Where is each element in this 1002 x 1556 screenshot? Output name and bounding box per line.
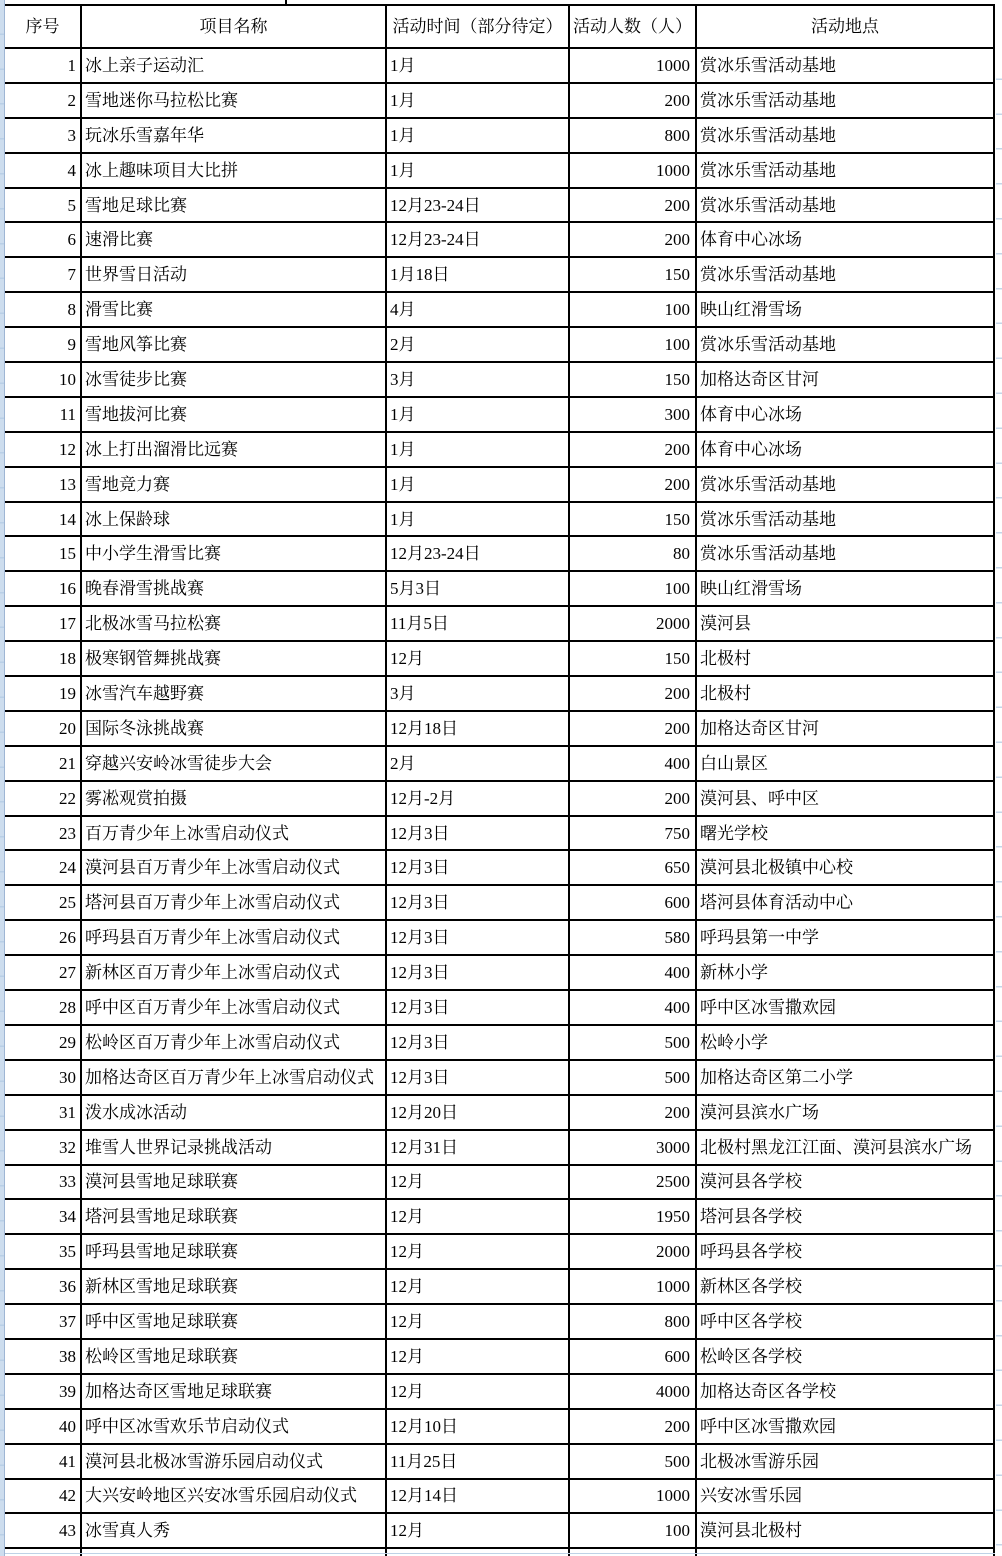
cell-row15-name[interactable]: 中小学生滑雪比赛 <box>82 537 387 572</box>
cell-row31-time[interactable]: 12月20日 <box>387 1096 570 1131</box>
cell-row33-time[interactable]: 12月 <box>387 1166 570 1201</box>
cell-row3-name[interactable]: 玩冰乐雪嘉年华 <box>82 119 387 154</box>
cell-row9-name[interactable]: 雪地风筝比赛 <box>82 328 387 363</box>
cell-row38-location[interactable]: 松岭区各学校 <box>697 1340 995 1375</box>
cell-row12-index[interactable]: 12 <box>5 433 82 468</box>
cell-row31-location[interactable]: 漠河县滨水广场 <box>697 1096 995 1131</box>
cell-row26-name[interactable]: 呼玛县百万青少年上冰雪启动仪式 <box>82 921 387 956</box>
cell-row42-participants[interactable]: 1000 <box>570 1480 697 1515</box>
cell-row29-participants[interactable]: 500 <box>570 1026 697 1061</box>
cell-row18-time[interactable]: 12月 <box>387 642 570 677</box>
cell-row30-participants[interactable]: 500 <box>570 1061 697 1096</box>
cell-row25-participants[interactable]: 600 <box>570 886 697 921</box>
cell-row18-location[interactable]: 北极村 <box>697 642 995 677</box>
cell-row2-participants[interactable]: 200 <box>570 84 697 119</box>
cell-row6-name[interactable]: 速滑比赛 <box>82 223 387 258</box>
cell-row4-location[interactable]: 赏冰乐雪活动基地 <box>697 154 995 189</box>
cell-row10-name[interactable]: 冰雪徒步比赛 <box>82 363 387 398</box>
cell-row9-location[interactable]: 赏冰乐雪活动基地 <box>697 328 995 363</box>
cell-row7-index[interactable]: 7 <box>5 258 82 293</box>
cell-row36-location[interactable]: 新林区各学校 <box>697 1270 995 1305</box>
cell-row37-name[interactable]: 呼中区雪地足球联赛 <box>82 1305 387 1340</box>
cell-row14-location[interactable]: 赏冰乐雪活动基地 <box>697 503 995 538</box>
cell-row15-index[interactable]: 15 <box>5 537 82 572</box>
cell-row8-name[interactable]: 滑雪比赛 <box>82 293 387 328</box>
cell-row27-name[interactable]: 新林区百万青少年上冰雪启动仪式 <box>82 956 387 991</box>
cell-row32-name[interactable]: 堆雪人世界记录挑战活动 <box>82 1131 387 1166</box>
cell-row15-location[interactable]: 赏冰乐雪活动基地 <box>697 537 995 572</box>
cell-row14-index[interactable]: 14 <box>5 503 82 538</box>
cell-row11-name[interactable]: 雪地拔河比赛 <box>82 398 387 433</box>
cell-row43-location[interactable]: 漠河县北极村 <box>697 1514 995 1549</box>
cell-row35-location[interactable]: 呼玛县各学校 <box>697 1235 995 1270</box>
cell-row14-time[interactable]: 1月 <box>387 503 570 538</box>
cell-row37-index[interactable]: 37 <box>5 1305 82 1340</box>
cell-row26-index[interactable]: 26 <box>5 921 82 956</box>
cell-row35-name[interactable]: 呼玛县雪地足球联赛 <box>82 1235 387 1270</box>
cell-row43-time[interactable]: 12月 <box>387 1514 570 1549</box>
cell-row21-name[interactable]: 穿越兴安岭冰雪徒步大会 <box>82 747 387 782</box>
cell-row37-time[interactable]: 12月 <box>387 1305 570 1340</box>
cell-row4-participants[interactable]: 1000 <box>570 154 697 189</box>
cell-row20-participants[interactable]: 200 <box>570 712 697 747</box>
cell-row19-location[interactable]: 北极村 <box>697 677 995 712</box>
cell-row36-time[interactable]: 12月 <box>387 1270 570 1305</box>
cell-row21-index[interactable]: 21 <box>5 747 82 782</box>
cell-row3-location[interactable]: 赏冰乐雪活动基地 <box>697 119 995 154</box>
cell-row5-name[interactable]: 雪地足球比赛 <box>82 189 387 224</box>
cell-row40-participants[interactable]: 200 <box>570 1410 697 1445</box>
cell-row42-name[interactable]: 大兴安岭地区兴安冰雪乐园启动仪式 <box>82 1480 387 1515</box>
cell-row22-participants[interactable]: 200 <box>570 782 697 817</box>
cell-row2-time[interactable]: 1月 <box>387 84 570 119</box>
cell-row12-name[interactable]: 冰上打出溜滑比远赛 <box>82 433 387 468</box>
cell-row39-name[interactable]: 加格达奇区雪地足球联赛 <box>82 1375 387 1410</box>
cell-row33-location[interactable]: 漠河县各学校 <box>697 1166 995 1201</box>
cell-row43-participants[interactable]: 100 <box>570 1514 697 1549</box>
cell-row40-time[interactable]: 12月10日 <box>387 1410 570 1445</box>
header-participants[interactable]: 活动人数（人） <box>570 6 697 49</box>
cell-row23-time[interactable]: 12月3日 <box>387 817 570 852</box>
cell-row27-time[interactable]: 12月3日 <box>387 956 570 991</box>
cell-row23-participants[interactable]: 750 <box>570 817 697 852</box>
cell-row17-participants[interactable]: 2000 <box>570 607 697 642</box>
cell-row42-time[interactable]: 12月14日 <box>387 1480 570 1515</box>
cell-row8-time[interactable]: 4月 <box>387 293 570 328</box>
cell-row25-index[interactable]: 25 <box>5 886 82 921</box>
cell-row27-participants[interactable]: 400 <box>570 956 697 991</box>
cell-row35-time[interactable]: 12月 <box>387 1235 570 1270</box>
cell-row17-time[interactable]: 11月5日 <box>387 607 570 642</box>
events-table <box>5 4 995 1556</box>
cell-row16-participants[interactable]: 100 <box>570 572 697 607</box>
cell-row39-participants[interactable]: 4000 <box>570 1375 697 1410</box>
cell-row2-name[interactable]: 雪地迷你马拉松比赛 <box>82 84 387 119</box>
cell-row12-location[interactable]: 体育中心冰场 <box>697 433 995 468</box>
cell-row26-time[interactable]: 12月3日 <box>387 921 570 956</box>
cell-row39-time[interactable]: 12月 <box>387 1375 570 1410</box>
header-index[interactable]: 序号 <box>5 6 82 49</box>
cell-row28-location[interactable]: 呼中区冰雪撒欢园 <box>697 991 995 1026</box>
cell-row16-index[interactable]: 16 <box>5 572 82 607</box>
cell-row24-name[interactable]: 漠河县百万青少年上冰雪启动仪式 <box>82 851 387 886</box>
cell-row28-participants[interactable]: 400 <box>570 991 697 1026</box>
cell-row40-index[interactable]: 40 <box>5 1410 82 1445</box>
cell-row10-time[interactable]: 3月 <box>387 363 570 398</box>
cell-row13-participants[interactable]: 200 <box>570 468 697 503</box>
cell-row8-index[interactable]: 8 <box>5 293 82 328</box>
cell-row31-participants[interactable]: 200 <box>570 1096 697 1131</box>
cell-row2-location[interactable]: 赏冰乐雪活动基地 <box>697 84 995 119</box>
grid-right-gutter <box>996 45 1002 1556</box>
cell-row16-time[interactable]: 5月3日 <box>387 572 570 607</box>
cell-row26-participants[interactable]: 580 <box>570 921 697 956</box>
cell-row18-participants[interactable]: 150 <box>570 642 697 677</box>
cell-row3-participants[interactable]: 800 <box>570 119 697 154</box>
cell-row34-location[interactable]: 塔河县各学校 <box>697 1200 995 1235</box>
cell-row25-time[interactable]: 12月3日 <box>387 886 570 921</box>
cell-row14-participants[interactable]: 150 <box>570 503 697 538</box>
cell-row41-name[interactable]: 漠河县北极冰雪游乐园启动仪式 <box>82 1445 387 1480</box>
cell-row31-name[interactable]: 泼水成冰活动 <box>82 1096 387 1131</box>
cell-row29-name[interactable]: 松岭区百万青少年上冰雪启动仪式 <box>82 1026 387 1061</box>
cell-row8-participants[interactable]: 100 <box>570 293 697 328</box>
cell-row10-index[interactable]: 10 <box>5 363 82 398</box>
cell-row34-name[interactable]: 塔河县雪地足球联赛 <box>82 1200 387 1235</box>
cell-row25-location[interactable]: 塔河县体育活动中心 <box>697 886 995 921</box>
cell-row14-name[interactable]: 冰上保龄球 <box>82 503 387 538</box>
cell-row4-name[interactable]: 冰上趣味项目大比拼 <box>82 154 387 189</box>
cell-row1-participants[interactable]: 1000 <box>570 49 697 84</box>
cell-row28-index[interactable]: 28 <box>5 991 82 1026</box>
cell-row41-location[interactable]: 北极冰雪游乐园 <box>697 1445 995 1480</box>
cell-row1-name[interactable]: 冰上亲子运动汇 <box>82 49 387 84</box>
cell-row11-time[interactable]: 1月 <box>387 398 570 433</box>
cell-row39-index[interactable]: 39 <box>5 1375 82 1410</box>
cell-row32-index[interactable]: 32 <box>5 1131 82 1166</box>
cell-row3-index[interactable]: 3 <box>5 119 82 154</box>
header-time[interactable]: 活动时间（部分待定） <box>387 6 570 49</box>
cell-row20-location[interactable]: 加格达奇区甘河 <box>697 712 995 747</box>
cell-row1-time[interactable]: 1月 <box>387 49 570 84</box>
cell-row32-participants[interactable]: 3000 <box>570 1131 697 1166</box>
cell-row43-name[interactable]: 冰雪真人秀 <box>82 1514 387 1549</box>
cell-row40-name[interactable]: 呼中区冰雪欢乐节启动仪式 <box>82 1410 387 1445</box>
cell-row37-location[interactable]: 呼中区各学校 <box>697 1305 995 1340</box>
cell-row13-index[interactable]: 13 <box>5 468 82 503</box>
cell-row17-name[interactable]: 北极冰雪马拉松赛 <box>82 607 387 642</box>
cell-row27-index[interactable]: 27 <box>5 956 82 991</box>
cell-row7-participants[interactable]: 150 <box>570 258 697 293</box>
cell-row24-location[interactable]: 漠河县北极镇中心校 <box>697 851 995 886</box>
cell-row6-participants[interactable]: 200 <box>570 223 697 258</box>
cell-row35-index[interactable]: 35 <box>5 1235 82 1270</box>
cell-row20-name[interactable]: 国际冬泳挑战赛 <box>82 712 387 747</box>
cell-row42-location[interactable]: 兴安冰雪乐园 <box>697 1480 995 1515</box>
cell-row23-index[interactable]: 23 <box>5 817 82 852</box>
cell-row31-index[interactable]: 31 <box>5 1096 82 1131</box>
cell-row33-participants[interactable]: 2500 <box>570 1166 697 1201</box>
cell-row12-time[interactable]: 1月 <box>387 433 570 468</box>
cell-row34-participants[interactable]: 1950 <box>570 1200 697 1235</box>
cell-row9-participants[interactable]: 100 <box>570 328 697 363</box>
cell-row13-name[interactable]: 雪地竞力赛 <box>82 468 387 503</box>
cell-row30-index[interactable]: 30 <box>5 1061 82 1096</box>
cell-row17-location[interactable]: 漠河县 <box>697 607 995 642</box>
cell-row22-index[interactable]: 22 <box>5 782 82 817</box>
cell-row9-index[interactable]: 9 <box>5 328 82 363</box>
cell-row23-location[interactable]: 曙光学校 <box>697 817 995 852</box>
cell-row6-index[interactable]: 6 <box>5 223 82 258</box>
cell-row7-name[interactable]: 世界雪日活动 <box>82 258 387 293</box>
grid-bottom-gridline <box>5 1553 995 1554</box>
cell-row42-index[interactable]: 42 <box>5 1480 82 1515</box>
cell-row20-time[interactable]: 12月18日 <box>387 712 570 747</box>
cell-row21-location[interactable]: 白山景区 <box>697 747 995 782</box>
cell-row5-time[interactable]: 12月23-24日 <box>387 189 570 224</box>
cell-row7-time[interactable]: 1月18日 <box>387 258 570 293</box>
cell-row22-name[interactable]: 雾凇观赏拍摄 <box>82 782 387 817</box>
cell-row13-location[interactable]: 赏冰乐雪活动基地 <box>697 468 995 503</box>
cell-row33-index[interactable]: 33 <box>5 1166 82 1201</box>
cell-row43-index[interactable]: 43 <box>5 1514 82 1549</box>
cell-row35-participants[interactable]: 2000 <box>570 1235 697 1270</box>
cell-row19-time[interactable]: 3月 <box>387 677 570 712</box>
header-location[interactable]: 活动地点 <box>697 6 995 49</box>
cell-row36-index[interactable]: 36 <box>5 1270 82 1305</box>
cell-row22-time[interactable]: 12月-2月 <box>387 782 570 817</box>
cell-row4-time[interactable]: 1月 <box>387 154 570 189</box>
cell-row21-participants[interactable]: 400 <box>570 747 697 782</box>
cell-row41-participants[interactable]: 500 <box>570 1445 697 1480</box>
cell-row19-index[interactable]: 19 <box>5 677 82 712</box>
cell-row38-time[interactable]: 12月 <box>387 1340 570 1375</box>
cell-row30-name[interactable]: 加格达奇区百万青少年上冰雪启动仪式 <box>82 1061 387 1096</box>
cell-row15-participants[interactable]: 80 <box>570 537 697 572</box>
cell-row38-index[interactable]: 38 <box>5 1340 82 1375</box>
cell-row13-time[interactable]: 1月 <box>387 468 570 503</box>
cell-row37-participants[interactable]: 800 <box>570 1305 697 1340</box>
cell-row3-time[interactable]: 1月 <box>387 119 570 154</box>
cell-row32-location[interactable]: 北极村黑龙江江面、漠河县滨水广场 <box>697 1131 995 1166</box>
cell-row2-index[interactable]: 2 <box>5 84 82 119</box>
cell-row39-location[interactable]: 加格达奇区各学校 <box>697 1375 995 1410</box>
cell-row12-participants[interactable]: 200 <box>570 433 697 468</box>
cell-row10-participants[interactable]: 150 <box>570 363 697 398</box>
cell-row19-name[interactable]: 冰雪汽车越野赛 <box>82 677 387 712</box>
cell-row5-location[interactable]: 赏冰乐雪活动基地 <box>697 189 995 224</box>
cell-row29-index[interactable]: 29 <box>5 1026 82 1061</box>
cell-row6-time[interactable]: 12月23-24日 <box>387 223 570 258</box>
cell-row26-location[interactable]: 呼玛县第一中学 <box>697 921 995 956</box>
cell-row40-location[interactable]: 呼中区冰雪撒欢园 <box>697 1410 995 1445</box>
cell-row4-index[interactable]: 4 <box>5 154 82 189</box>
cell-row27-location[interactable]: 新林小学 <box>697 956 995 991</box>
cell-row9-time[interactable]: 2月 <box>387 328 570 363</box>
cell-row11-participants[interactable]: 300 <box>570 398 697 433</box>
cell-row22-location[interactable]: 漠河县、呼中区 <box>697 782 995 817</box>
cell-row30-location[interactable]: 加格达奇区第二小学 <box>697 1061 995 1096</box>
cell-row29-time[interactable]: 12月3日 <box>387 1026 570 1061</box>
cell-row11-index[interactable]: 11 <box>5 398 82 433</box>
cell-row38-participants[interactable]: 600 <box>570 1340 697 1375</box>
cell-row19-participants[interactable]: 200 <box>570 677 697 712</box>
header-name[interactable]: 项目名称 <box>82 6 387 49</box>
cell-row6-location[interactable]: 体育中心冰场 <box>697 223 995 258</box>
cell-row28-name[interactable]: 呼中区百万青少年上冰雪启动仪式 <box>82 991 387 1026</box>
cell-row41-time[interactable]: 11月25日 <box>387 1445 570 1480</box>
cell-row11-location[interactable]: 体育中心冰场 <box>697 398 995 433</box>
cell-row20-index[interactable]: 20 <box>5 712 82 747</box>
cell-row34-time[interactable]: 12月 <box>387 1200 570 1235</box>
cell-row23-name[interactable]: 百万青少年上冰雪启动仪式 <box>82 817 387 852</box>
cell-row18-name[interactable]: 极寒钢管舞挑战赛 <box>82 642 387 677</box>
cell-row5-participants[interactable]: 200 <box>570 189 697 224</box>
cell-row30-time[interactable]: 12月3日 <box>387 1061 570 1096</box>
cell-row41-index[interactable]: 41 <box>5 1445 82 1480</box>
cell-row21-time[interactable]: 2月 <box>387 747 570 782</box>
cell-row8-location[interactable]: 映山红滑雪场 <box>697 293 995 328</box>
cell-row17-index[interactable]: 17 <box>5 607 82 642</box>
cell-row36-name[interactable]: 新林区雪地足球联赛 <box>82 1270 387 1305</box>
cell-row1-location[interactable]: 赏冰乐雪活动基地 <box>697 49 995 84</box>
cell-row24-index[interactable]: 24 <box>5 851 82 886</box>
cell-row25-name[interactable]: 塔河县百万青少年上冰雪启动仪式 <box>82 886 387 921</box>
cell-row18-index[interactable]: 18 <box>5 642 82 677</box>
cell-row33-name[interactable]: 漠河县雪地足球联赛 <box>82 1166 387 1201</box>
cell-row16-name[interactable]: 晚春滑雪挑战赛 <box>82 572 387 607</box>
cell-row32-time[interactable]: 12月31日 <box>387 1131 570 1166</box>
cell-row28-time[interactable]: 12月3日 <box>387 991 570 1026</box>
cell-row29-location[interactable]: 松岭小学 <box>697 1026 995 1061</box>
cell-row24-time[interactable]: 12月3日 <box>387 851 570 886</box>
cell-row10-location[interactable]: 加格达奇区甘河 <box>697 363 995 398</box>
cell-row38-name[interactable]: 松岭区雪地足球联赛 <box>82 1340 387 1375</box>
cell-row5-index[interactable]: 5 <box>5 189 82 224</box>
cell-row24-participants[interactable]: 650 <box>570 851 697 886</box>
cell-row34-index[interactable]: 34 <box>5 1200 82 1235</box>
cell-row7-location[interactable]: 赏冰乐雪活动基地 <box>697 258 995 293</box>
cell-row36-participants[interactable]: 1000 <box>570 1270 697 1305</box>
cell-row1-index[interactable]: 1 <box>5 49 82 84</box>
cell-row15-time[interactable]: 12月23-24日 <box>387 537 570 572</box>
cell-row16-location[interactable]: 映山红滑雪场 <box>697 572 995 607</box>
